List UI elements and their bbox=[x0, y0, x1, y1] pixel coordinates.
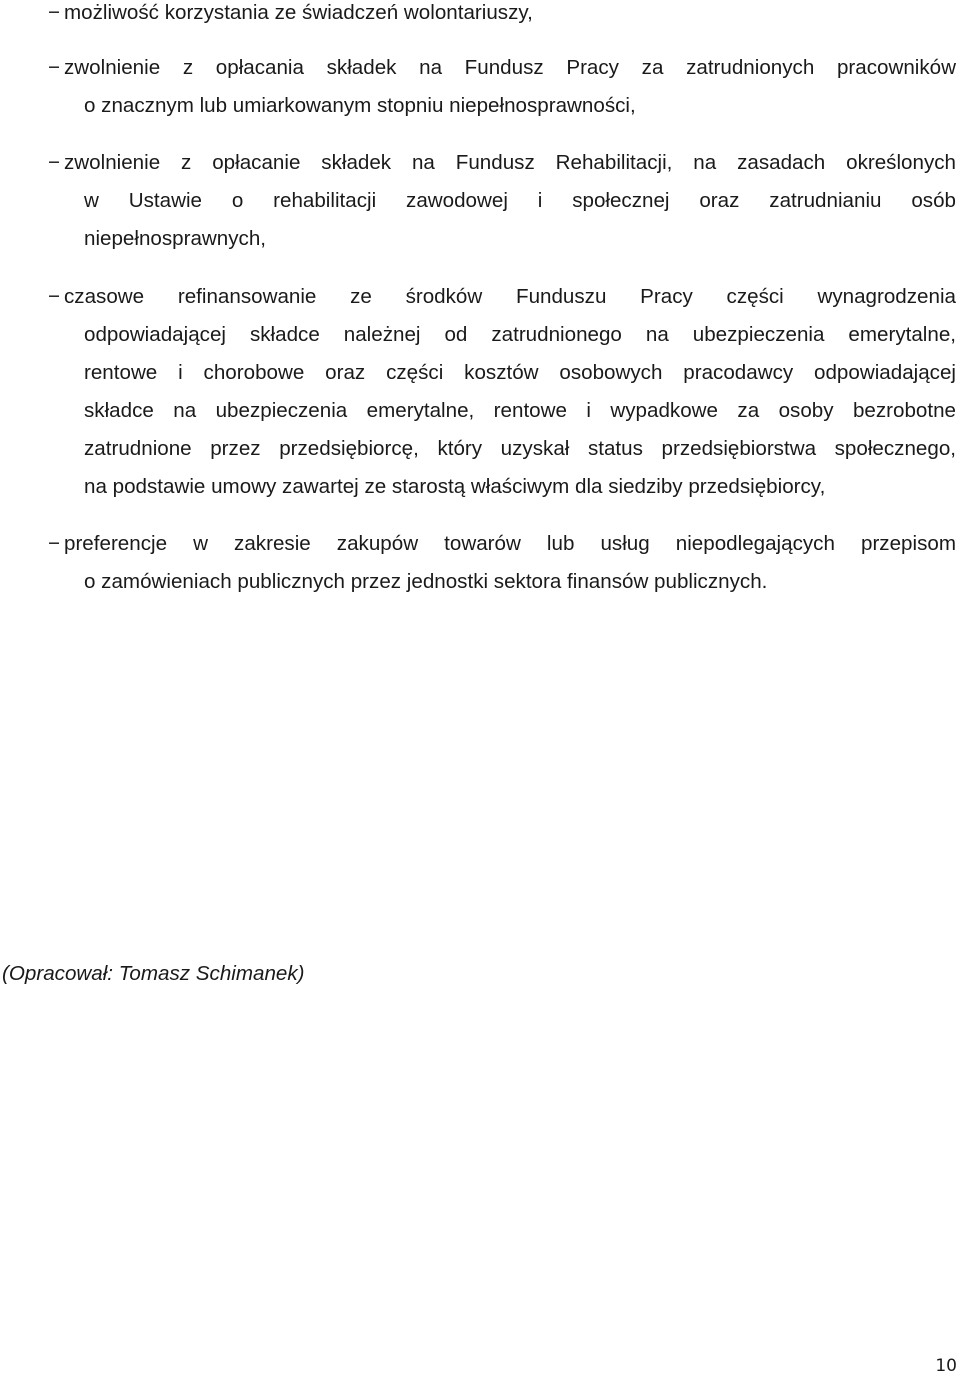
list-item-text: możliwość korzystania ze świadczeń wolontariuszy, bbox=[64, 1, 533, 24]
list-item-line: odpowiadającej składce należnej od zatrudnionego na ubezpieczenia emerytalne, bbox=[84, 323, 956, 346]
list-item-line bbox=[48, 49, 956, 87]
list-item-line bbox=[48, 144, 956, 182]
list-item-line bbox=[48, 0, 956, 32]
list-item-line bbox=[48, 278, 956, 316]
list-item-line: rentowe i chorobowe oraz części kosztów osobowych pracodawcy odpowiadającej bbox=[84, 361, 956, 384]
list-item-text: preferencje w zakresie zakupów towarów lub usług niepodlegających przepisom bbox=[64, 532, 956, 555]
list-item-line bbox=[48, 525, 956, 563]
list-item bbox=[48, 0, 956, 32]
dash-bullet: − bbox=[48, 532, 61, 555]
list-item-line: o zamówieniach publicznych przez jednostki sektora finansów publicznych. bbox=[84, 570, 768, 593]
list-item-line: zatrudnione przez przedsiębiorcę, który uzyskał status przedsiębiorstwa społecznego, bbox=[84, 437, 956, 460]
list-item-line: o znacznym lub umiarkowanym stopniu niepełnosprawności, bbox=[84, 94, 636, 117]
list-item bbox=[48, 525, 956, 601]
list-item-text: zwolnienie z opłacanie składek na Fundusz Rehabilitacji, na zasadach określonych bbox=[64, 151, 956, 174]
list-item-text: czasowe refinansowanie ze środków Funduszu Pracy części wynagrodzenia bbox=[64, 285, 956, 308]
list-item-line: na podstawie umowy zawartej ze starostą właściwym dla siedziby przedsiębiorcy, bbox=[84, 475, 826, 498]
dash-bullet: − bbox=[48, 1, 61, 24]
list-item-text: zwolnienie z opłacania składek na Fundusz Pracy za zatrudnionych pracowników bbox=[64, 56, 956, 79]
author-credit: (Opracował: Tomasz Schimanek) bbox=[2, 962, 305, 985]
page-number: 10 bbox=[935, 1356, 957, 1376]
list-item-line: niepełnosprawnych, bbox=[84, 227, 267, 250]
dash-bullet: − bbox=[48, 151, 61, 174]
list-item bbox=[48, 144, 956, 258]
dash-bullet: − bbox=[48, 285, 61, 308]
list-item bbox=[48, 278, 956, 506]
list-item bbox=[48, 49, 956, 125]
list-item-line: w Ustawie o rehabilitacji zawodowej i społecznej oraz zatrudnianiu osób bbox=[84, 189, 956, 212]
list-item-line: składce na ubezpieczenia emerytalne, rentowe i wypadkowe za osoby bezrobotne bbox=[84, 399, 956, 422]
dash-bullet: − bbox=[48, 56, 61, 79]
